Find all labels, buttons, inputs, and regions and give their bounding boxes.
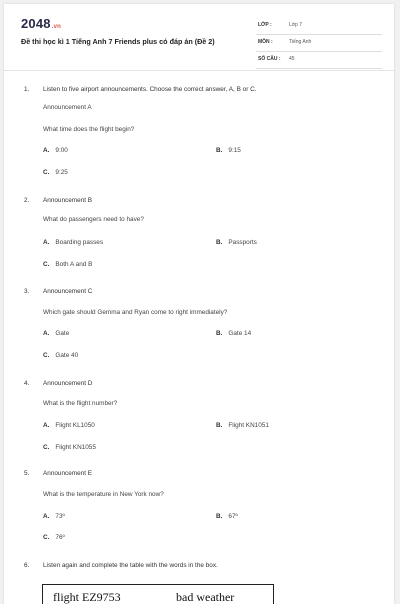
option-letter: B. (216, 147, 223, 154)
answer-option[interactable] (43, 352, 78, 359)
answer-option[interactable] (43, 239, 103, 246)
question-number: 2. (24, 197, 30, 204)
answer-option[interactable] (43, 169, 68, 176)
document-page (4, 4, 394, 604)
answer-option[interactable] (43, 534, 65, 541)
question-prompt: What time does the flight begin? (43, 126, 135, 133)
option-text: Gate (55, 330, 70, 337)
option-letter: B. (216, 330, 223, 337)
option-letter: C. (43, 444, 50, 451)
option-text: Flight KN1055 (55, 444, 96, 451)
answer-option[interactable] (43, 330, 69, 337)
option-text: Both A and B (55, 261, 93, 268)
option-text: 9:15 (228, 147, 241, 154)
answer-option[interactable] (216, 513, 238, 520)
meta-value: 45 (289, 56, 295, 62)
option-text: 9:00 (55, 147, 68, 154)
document-header (4, 4, 394, 70)
answer-option[interactable] (43, 444, 96, 451)
option-letter: C. (43, 261, 50, 268)
answer-option[interactable] (216, 422, 269, 429)
header-divider (4, 70, 394, 71)
option-text: Flight KN1051 (228, 422, 269, 429)
question-text: Announcement B (43, 197, 93, 204)
word-box-item: bad weather (176, 590, 235, 604)
meta-label: MÔN : (258, 39, 273, 45)
option-text: 76º (55, 534, 65, 541)
option-text: Gate 14 (228, 330, 252, 337)
question-prompt: What do passengers need to have? (43, 216, 144, 223)
word-box (42, 584, 274, 604)
option-letter: A. (43, 513, 50, 520)
option-letter: C. (43, 169, 50, 176)
meta-value: Lớp 7 (289, 22, 303, 28)
site-logo[interactable] (21, 16, 61, 31)
question-number: 3. (24, 288, 30, 295)
answer-option[interactable] (43, 147, 68, 154)
logo-suffix: .vn (51, 24, 62, 30)
question-text: Announcement D (43, 380, 93, 387)
question-text: Announcement E (43, 470, 93, 477)
option-letter: B. (216, 513, 223, 520)
option-letter: B. (216, 422, 223, 429)
option-text: Boarding passes (55, 239, 104, 246)
option-letter: B. (216, 239, 223, 246)
answer-option[interactable] (216, 239, 257, 246)
question-number: 4. (24, 380, 30, 387)
question-prompt: What is the flight number? (43, 400, 118, 407)
question-prompt: Which gate should Gemma and Ryan come to right immediately? (43, 309, 228, 316)
answer-option[interactable] (216, 330, 251, 337)
word-box-item: flight EZ9753 (53, 590, 121, 604)
meta-row-class (256, 18, 382, 35)
logo-main: 2048 (21, 16, 51, 31)
question-number: 6. (24, 562, 30, 569)
option-letter: C. (43, 534, 50, 541)
question-text: Listen to five airport announcements. Choose the correct answer, A, B or C. (43, 86, 257, 93)
question-subheading: Announcement A (43, 104, 92, 111)
option-text: Flight KL1050 (55, 422, 95, 429)
meta-value: Tiếng Anh (289, 39, 312, 45)
question-prompt: What is the temperature in New York now? (43, 491, 164, 498)
option-text: 9:25 (55, 169, 68, 176)
option-text: 73º (55, 513, 65, 520)
answer-option[interactable] (43, 261, 92, 268)
option-text: Passports (228, 239, 257, 246)
document-title: Đề thi học kì 1 Tiếng Anh 7 Friends plus có đáp án (Đề 2) (21, 37, 215, 46)
question-text: Listen again and complete the table with the words in the box. (43, 562, 218, 569)
meta-row-subject (256, 35, 382, 52)
option-letter: A. (43, 147, 50, 154)
question-number: 5. (24, 470, 30, 477)
answer-option[interactable] (216, 147, 241, 154)
option-text: 67º (228, 513, 238, 520)
option-letter: A. (43, 422, 50, 429)
option-text: Gate 40 (55, 352, 79, 359)
question-text: Announcement C (43, 288, 93, 295)
exam-meta (256, 18, 382, 69)
answer-option[interactable] (43, 422, 95, 429)
answer-option[interactable] (43, 513, 65, 520)
option-letter: A. (43, 239, 50, 246)
meta-label: SỐ CÂU : (258, 56, 281, 62)
option-letter: A. (43, 330, 50, 337)
option-letter: C. (43, 352, 50, 359)
question-number: 1. (24, 86, 30, 93)
meta-row-count (256, 52, 382, 69)
meta-label: LỚP : (258, 22, 272, 28)
